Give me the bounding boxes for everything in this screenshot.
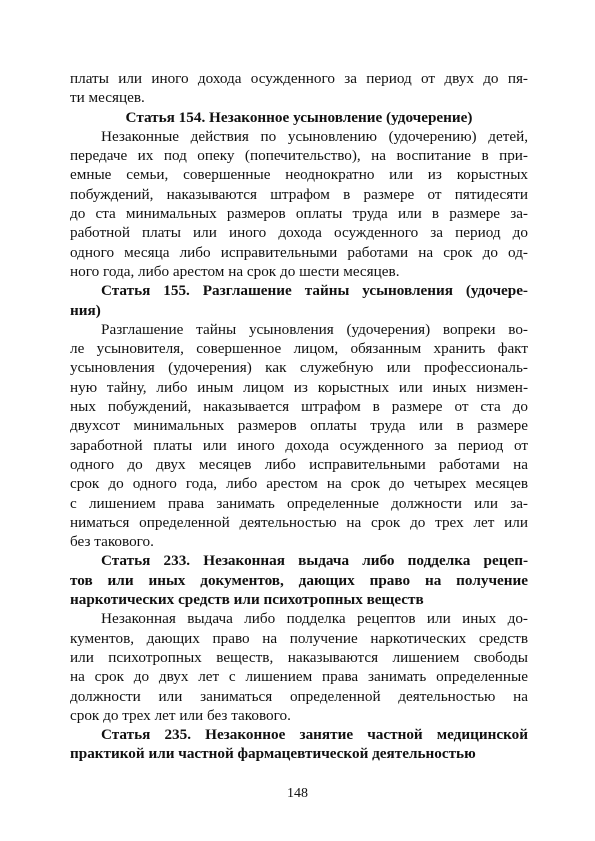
paragraph bbox=[70, 127, 528, 281]
text-line: ных побуждений, наказывается штрафом в размере от ста до bbox=[70, 398, 528, 416]
heading-line: практикой или частной фармацевтической деятельностью bbox=[70, 745, 476, 763]
text-line: Незаконные действия по усыновлению (удочерению) детей, bbox=[101, 127, 528, 145]
text-line: ниматься определенной деятельностью на срок до трех лет или bbox=[70, 513, 528, 531]
text-line: до ста минимальных размеров оплаты труда или в размере за- bbox=[70, 205, 528, 223]
text-line: одного месяца либо исправительными работами на срок до од- bbox=[70, 243, 528, 261]
text-line: ти месяцев. bbox=[70, 89, 145, 107]
text-line: ную тайну, либо иным лицом из корыстных или иных низмен- bbox=[70, 378, 528, 396]
paragraph bbox=[70, 609, 528, 725]
page-number: 148 bbox=[287, 786, 308, 801]
heading-line: тов или иных документов, дающих право на получение bbox=[70, 571, 528, 589]
text-line: срок до одного года, либо арестом на срок до четырех месяцев bbox=[70, 475, 528, 493]
heading-line: Статья 155. Разглашение тайны усыновления (удочере- bbox=[101, 282, 528, 300]
heading-line: Статья 154. Незаконное усыновление (удочерение) bbox=[125, 108, 473, 126]
text-line: Разглашение тайны усыновления (удочерения) вопреки во- bbox=[101, 320, 528, 338]
text-line: Незаконная выдача либо подделка рецептов или иных до- bbox=[101, 610, 528, 628]
heading-line: ния) bbox=[70, 301, 101, 319]
heading-line: наркотических средств или психотропных веществ bbox=[70, 591, 424, 609]
page-body bbox=[70, 69, 528, 764]
text-line: побуждений, наказываются штрафом в размере от пятидесяти bbox=[70, 185, 528, 203]
text-line: или психотропных веществ, наказываются лишением свободы bbox=[70, 648, 528, 666]
text-line: ного года, либо арестом на срок до шести месяцев. bbox=[70, 262, 400, 280]
text-line: емные семьи, совершенные неоднократно или из корыстных bbox=[70, 166, 528, 184]
paragraph bbox=[70, 69, 528, 108]
text-line: срок до трех лет или без такового. bbox=[70, 706, 291, 724]
text-line: платы или иного дохода осужденного за период от двух до пя- bbox=[70, 70, 528, 87]
article-heading bbox=[70, 108, 528, 127]
heading-line: Статья 233. Незаконная выдача либо подделка рецеп- bbox=[101, 552, 528, 570]
text-line: усыновления (удочерения) как служебную или профессиональ- bbox=[70, 359, 528, 377]
paragraph bbox=[70, 320, 528, 552]
text-line: без такового. bbox=[70, 533, 154, 551]
text-line: двухсот минимальных размеров оплаты труда или в размере bbox=[70, 417, 528, 435]
article-heading bbox=[70, 551, 528, 609]
text-line: заработной платы или иного дохода осужденного за период от bbox=[70, 436, 528, 454]
text-line: ле усыновителя, совершенное лицом, обязанным хранить факт bbox=[70, 340, 528, 358]
heading-line: Статья 235. Незаконное занятие частной медицинской bbox=[101, 726, 528, 744]
text-line: с лишением права занимать определенные должности или за- bbox=[70, 494, 528, 512]
text-line: должности или заниматься определенной деятельностью на bbox=[70, 687, 528, 705]
text-line: одного до двух месяцев либо исправительными работами на bbox=[70, 455, 528, 473]
article-heading bbox=[70, 281, 528, 320]
text-line: передаче их под опеку (попечительство), на воспитание в при- bbox=[70, 147, 528, 165]
text-line: работной платы или иного дохода осужденного за период до bbox=[70, 224, 528, 242]
text-line: на срок до двух лет с лишением права занимать определенные bbox=[70, 668, 528, 686]
article-heading bbox=[70, 725, 528, 764]
text-line: кументов, дающих право на получение наркотических средств bbox=[70, 629, 528, 647]
